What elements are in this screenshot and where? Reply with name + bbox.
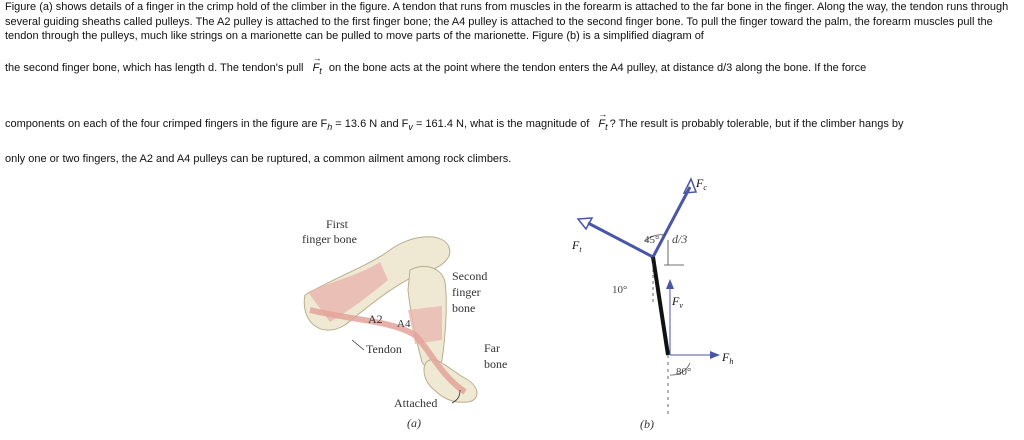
ft-label: $F_t$ — [572, 238, 582, 254]
problem-line-2 — [5, 53, 867, 77]
label-attached: Attached — [394, 396, 438, 410]
line2-start: the second finger bone, which has length d. The tendon's pull — [5, 62, 304, 74]
fh-sub: h — [327, 122, 333, 133]
fc-vector — [653, 187, 690, 257]
fc-arrowhead — [684, 179, 696, 193]
fv-label: $F_v$ — [672, 294, 683, 310]
figure-b — [560, 165, 760, 440]
angle-10-label: 10° — [612, 284, 628, 296]
label-far: Far — [484, 341, 500, 355]
line3-start: components on each of the four crimped fingers in the figure are F — [5, 118, 328, 130]
label-second-finger: finger — [452, 285, 481, 299]
second-finger-bone-line — [653, 257, 668, 355]
paragraph-1: Figure (a) shows details of a finger in the crimp hold of the climber in the figure. A tendon that runs from muscles in the forearm is attached to the far bone in the finger. Along the way, the tendon runs through several guiding sheaths called pulleys. The A2 pulley is attached to the first finger bone; the A4 pulley is attached to the second finger bone. To pull the finger toward the palm, the forearm muscles pull the tendon through the pulleys, much like strings on a marionette can be pulled to move parts of the marionette. Figure (b) is a simplified diagram of — [5, 1, 1009, 42]
line3-end: ? The result is probably tolerable, but if the climber hangs by — [609, 118, 904, 130]
vector-ft-2: → $F_t$ — [598, 109, 608, 133]
fh-label: $F_h$ — [722, 350, 734, 366]
line3-mid: = 13.6 N and F — [332, 118, 409, 130]
caption-b: (b) — [640, 417, 654, 431]
angle-45-label: 45° — [644, 234, 660, 246]
angle-80-label: 80° — [676, 366, 692, 378]
problem-paragraph — [5, 0, 1019, 44]
label-first-bone: finger bone — [302, 232, 357, 246]
label-second-bone: bone — [452, 301, 476, 315]
line3-question: = 161.4 N, what is the magnitude of — [412, 118, 590, 130]
label-second: Second — [452, 269, 488, 283]
figure-a — [290, 210, 540, 440]
fc-label: $F_c$ — [696, 176, 707, 192]
vector-ft2-sub: t — [605, 122, 608, 133]
vector-ft2-symbol: F — [598, 118, 606, 130]
fv-sub: v — [408, 122, 413, 133]
a4-pulley — [408, 306, 442, 344]
line2-end: on the bone acts at the point where the tendon enters the A4 pulley, at distance d/3 along the bone. If the force — [328, 62, 867, 74]
label-first: First — [326, 217, 349, 231]
d3-label: d/3 — [672, 232, 688, 246]
label-a2: A2 — [368, 312, 383, 326]
problem-line-3 — [5, 109, 904, 133]
caption-a: (a) — [407, 416, 421, 430]
label-tendon: Tendon — [366, 342, 402, 356]
vector-ft-sub: t — [319, 66, 322, 77]
label-a4: A4 — [397, 318, 411, 330]
problem-line-4: only one or two fingers, the A2 and A4 pulleys can be ruptured, a common ailment among rock climbers. — [5, 153, 512, 165]
vector-ft: → $F_t$ — [312, 53, 322, 77]
label-far-bone: bone — [484, 357, 508, 371]
vector-ft-symbol: F — [312, 62, 320, 74]
